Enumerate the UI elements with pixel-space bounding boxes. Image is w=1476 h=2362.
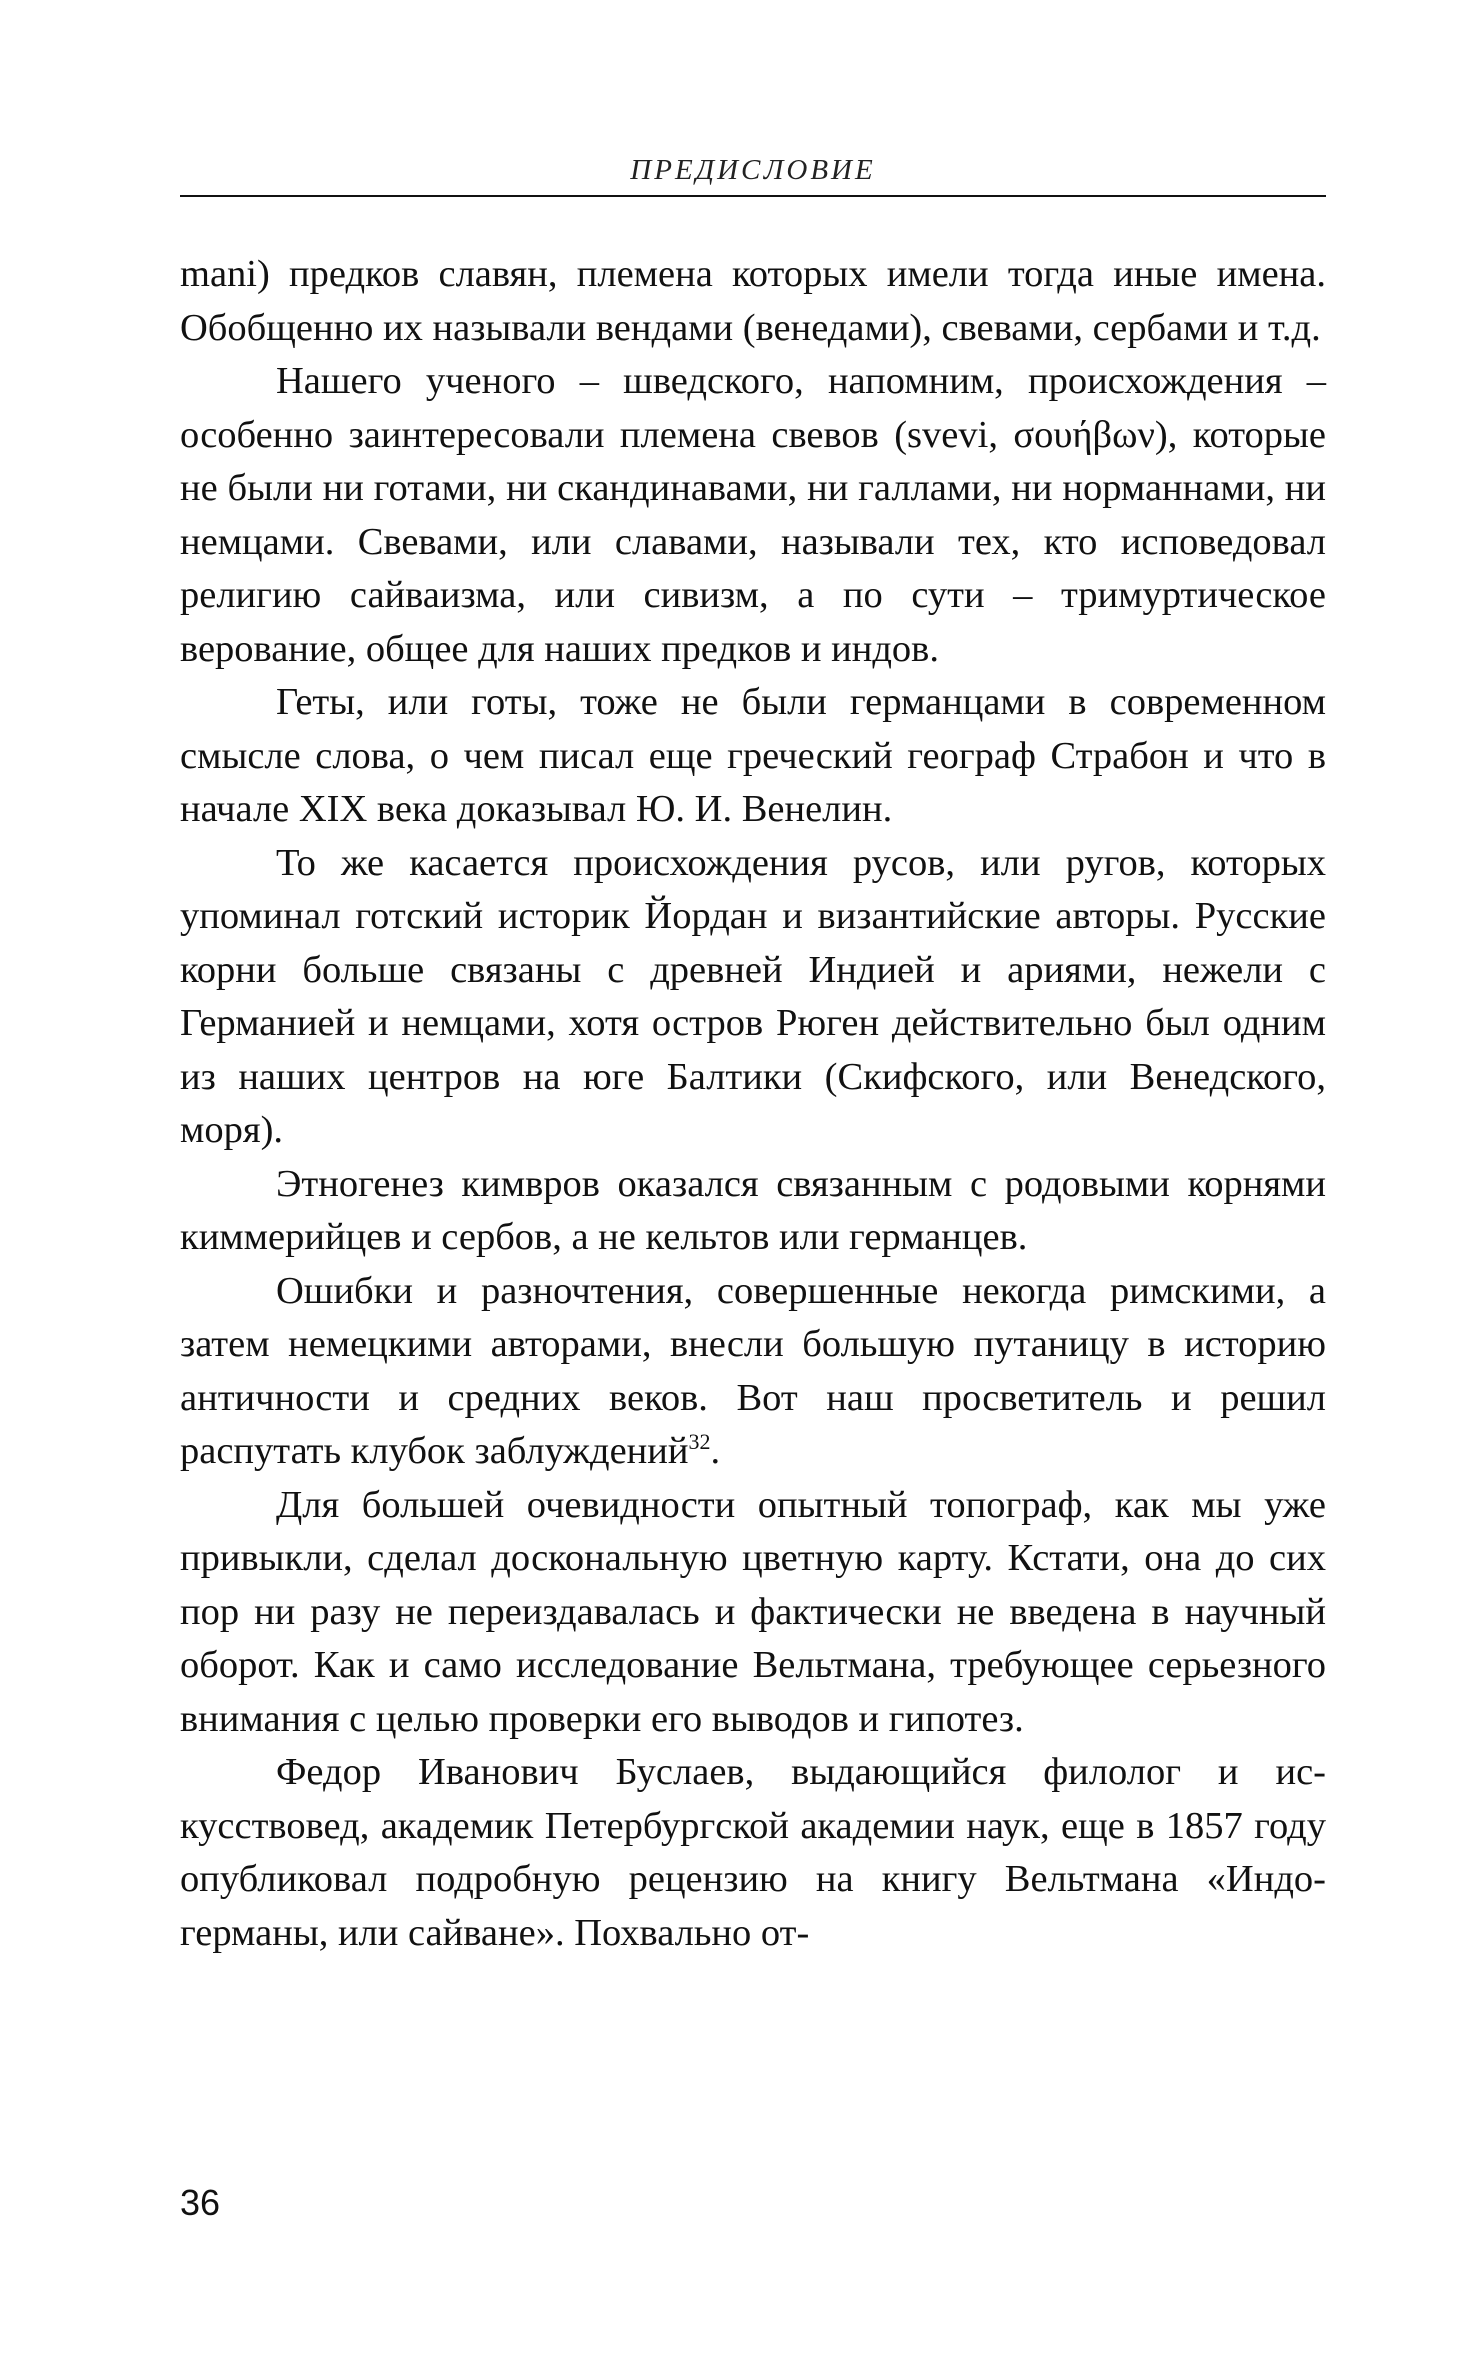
paragraph-2: Нашего ученого – шведского, напомним, происхождения – особенно заинтересовали племена свевов (svevi, σουήβων), которые не были ни готами, ни скандинавами, ни галлами, ни норманнами, ни немцами. Свевами, или славами, называли тех, кто исповедовал религию сайваизма, или сивизм, а по сути – тримуртическое верование, общее для наших предков и индов.: [180, 360, 1326, 670]
paragraph-7: Для большей очевидности опытный топограф, как мы уже привыкли, сделал доскональную цветную карту. Кстати, она до сих пор ни разу не переиздавалась и фактически не введена в научный оборот. Как и само исследование Вельтмана, требующее серьезного внимания с целью проверки его выводов и гипотез.: [180, 1483, 1326, 1740]
header-rule: [180, 195, 1326, 197]
footnote-reference[interactable]: 32: [688, 1429, 711, 1455]
body-text: [180, 248, 1326, 1960]
paragraph-5: Этногенез кимвров оказался связанным с родовыми корнями киммерийцев и сербов, а не кельтов или германцев.: [180, 1162, 1326, 1258]
paragraph-4: То же касается происхождения русов, или ругов, которых упоминал готский историк Йордан и византийские авторы. Русские корни больше связаны с древней Индией и ариями, нежели с Германией и немцами, хотя остров Рюген действительно был одним из наших центров на юге Балтики (Скифского, или Венедского, моря).: [180, 841, 1326, 1151]
running-head: ПРЕДИСЛОВИЕ: [630, 154, 876, 186]
paragraph-1: mani) предков славян, племена которых имели тогда иные имена. Обобщенно их называли вендами (венедами), свевами, сербами и т.д.: [180, 253, 1326, 349]
paragraph-6-text: Ошибки и разночтения, совершенные некогда римскими, а затем немецкими авторами, внесли большую путаницу в историю античности и средних веков. Вот наш просветитель и решил распутать клубок заблуждений: [180, 1269, 1326, 1472]
page-number: 36: [180, 2182, 221, 2223]
paragraph-8: Федор Иванович Буслаев, выдающийся филолог и искусствовед, академик Петербургской академии наук, еще в 1857 году опубликовал подробную рецензию на книгу Вельтмана «Индо-германы, или сайване». Похвально от-: [180, 1751, 1326, 1954]
paragraph-3: Геты, или готы, тоже не были германцами в современном смысле слова, о чем писал еще греческий географ Страбон и что в начале XIX века доказывал Ю. И. Венелин.: [180, 681, 1326, 830]
paragraph-6: [180, 1265, 1326, 1479]
paragraph-6-end: .: [710, 1430, 721, 1472]
